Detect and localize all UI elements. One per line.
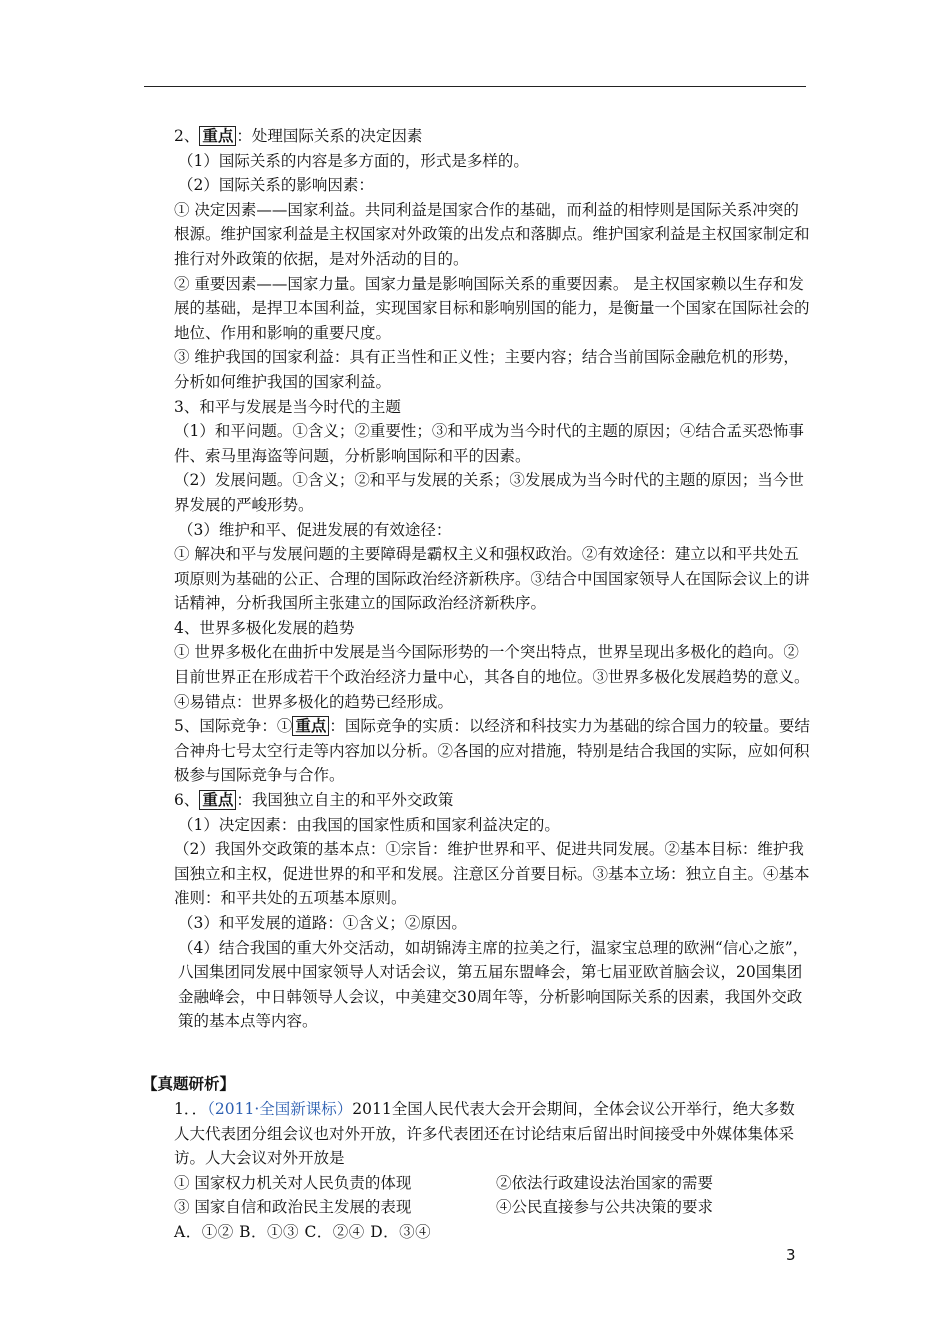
question-number: 1．．: [174, 1100, 208, 1118]
question-text: 2011全国人民代表大会开会期间，全体会议公开举行，绝大多数人大代表团分组会议也对外开放，许多代表团还在讨论结束后留出时间接受中外媒体集体采访。人大会议对外开放是: [174, 1100, 795, 1168]
section-6-line-3: （3）和平发展的道路：①含义；②原因。: [178, 914, 467, 932]
section-title-text: ：处理国际关系的决定因素: [236, 127, 423, 145]
question-block: [142, 1097, 810, 1245]
section-2-line-1: （1）国际关系的内容是多方面的，形式是多样的。: [178, 151, 529, 170]
section-3-para-1: （1）和平问题。①含义；②重要性；③和平成为当今时代的主题的原因；④结合孟买恐怖事件、索马里海盗等问题，分析影响国际和平的因素。: [174, 422, 804, 465]
document-body: [174, 124, 810, 1034]
question-source: （2011·全国新课标）: [207, 1100, 353, 1118]
section-4-title: 4、世界多极化发展的趋势: [174, 618, 355, 637]
answer-choices: A．①② B．①③ C．②④ D．③④: [174, 1222, 432, 1241]
option-1: ① 国家权力机关对人民负责的体现: [174, 1173, 412, 1192]
header-rule: [144, 86, 806, 87]
section-title-text: ：我国独立自主的和平外交政策: [236, 791, 454, 810]
key-point-box: 重点: [199, 126, 236, 146]
research-heading: 【真题研析】: [142, 1074, 236, 1093]
section-2-para-2: ② 重要因素——国家力量。国家力量是影响国际关系的重要因素。 是主权国家赖以生存和发展的基础，是捍卫本国利益，实现国家目标和影响别国的能力，是衡量一个国家在国际社会的地位、作用和影响的重要尺度。: [174, 274, 810, 342]
option-2: ②依法行政建设法治国家的需要: [496, 1173, 714, 1192]
section-6-para-4: （4）结合我国的重大外交活动，如胡锦涛主席的拉美之行，温家宝总理的欧洲“信心之旅”，八国集团同发展中国家领导人对话会议，第五届东盟峰会，第七届亚欧首脑会议，20国集团金融峰会，中日韩领导人会议，中美建交30周年等，分析影响国际关系的因素，我国外交政策的基本点等内容。: [178, 938, 809, 1031]
section-5-para: [174, 714, 810, 788]
question-options: [142, 1171, 810, 1220]
section-number: 2、: [174, 127, 200, 145]
section-5-prefix: 5、国际竞争：①: [174, 717, 293, 736]
option-4: ④公民直接参与公共决策的要求: [496, 1198, 714, 1217]
key-point-box: 重点: [292, 716, 329, 736]
key-point-box: 重点: [199, 790, 236, 810]
section-2-para-1: ① 决定因素——国家利益。共同利益是国家合作的基础，而利益的相悖则是国际关系冲突的根源。维护国家利益是主权国家对外政策的出发点和落脚点。维护国家利益是主权国家制定和推行对外政策的依据，是对外活动的目的。: [174, 200, 810, 268]
page-number: 3: [786, 1246, 796, 1264]
section-2-title: [174, 124, 810, 149]
question-stem: [142, 1097, 810, 1171]
option-3: ③ 国家自信和政治民主发展的表现: [174, 1198, 412, 1217]
section-3-line-3: （3）维护和平、促进发展的有效途径：: [178, 520, 452, 539]
section-3-para-3: ① 解决和平与发展问题的主要障碍是霸权主义和强权政治。②有效途径：建立以和平共处五项原则为基础的公正、合理的国际政治经济新秩序。③结合中国国家领导人在国际会议上的讲话精神，分析我国所主张建立的国际政治经济新秩序。: [174, 545, 810, 613]
section-6-title: [174, 788, 810, 813]
section-6-line-1: （1）决定因素：由我国的国家性质和国家利益决定的。: [178, 815, 560, 834]
section-2-para-3: ③ 维护我国的国家利益：具有正当性和正义性；主要内容；结合当前国际金融危机的形势，分析如何维护我国的国家利益。: [174, 348, 799, 391]
section-6-para-2: （2）我国外交政策的基本点：①宗旨：维护世界和平、促进共同发展。②基本目标：维护我国独立和主权，促进世界的和平和发展。注意区分首要目标。③基本立场：独立自主。④基本准则：和平共处的五项基本原则。: [174, 840, 810, 908]
section-4-para-1: ① 世界多极化在曲折中发展是当今国际形势的一个突出特点，世界呈现出多极化的趋向。②目前世界正在形成若干个政治经济力量中心，其各自的地位。③世界多极化发展趋势的意义。④易错点：世界多极化的趋势已经形成。: [174, 643, 810, 711]
section-2-line-2: （2）国际关系的影响因素：: [178, 176, 374, 195]
section-5-text: ：国际竞争的实质：以经济和科技实力为基础的综合国力的较量。要结合神舟七号太空行走等内容加以分析。②各国的应对措施，特别是结合我国的实际，应如何积极参与国际竞争与合作。: [174, 717, 810, 785]
section-3-para-2: （2）发展问题。①含义；②和平与发展的关系；③发展成为当今时代的主题的原因；当今世界发展的严峻形势。: [174, 471, 804, 514]
section-number: 6、: [174, 791, 200, 810]
section-3-title: 3、和平与发展是当今时代的主题: [174, 397, 401, 416]
